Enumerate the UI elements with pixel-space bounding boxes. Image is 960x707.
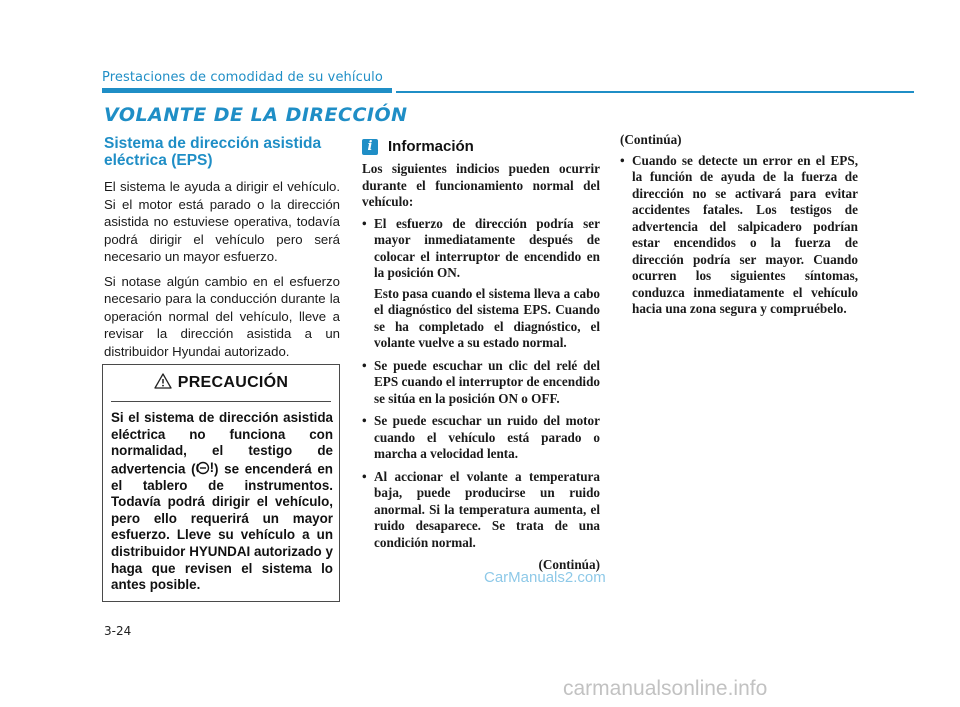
section-tab: Prestaciones de comodidad de su vehículo	[102, 70, 383, 85]
right-bullet	[620, 153, 858, 318]
information-bullet-2	[362, 358, 600, 408]
warning-triangle-icon	[154, 373, 172, 394]
information-bullet-4-text: Al accionar el volante a temperatura baja, puede producirse un ruido anormal. Si la temperatura aumenta, el ruido desaparece. Se trata de una condición normal.	[374, 468, 600, 550]
caution-text	[103, 402, 339, 594]
bullet-dot: •	[620, 152, 625, 168]
eps-paragraph-2: Si notase algún cambio en el esfuerzo necesario para la conducción durante la operación normal del vehículo, lleve a revisar la dirección asistida a un distribuidor Hyundai autorizado.	[104, 273, 340, 359]
information-bullet-1-extra: Esto pasa cuando el sistema lleva a cabo el diagnóstico del sistema EPS. Cuando se ha completado el diagnóstico, el volante vuelve a su estado normal.	[374, 285, 600, 350]
bullet-dot: •	[362, 215, 367, 231]
bullet-dot: •	[362, 468, 367, 484]
information-bullet-2-text: Se puede escuchar un clic del relé del EPS cuando el interruptor de encendido se sitúa en la posición ON o OFF.	[374, 357, 600, 406]
caution-title: PRECAUCIÓN	[177, 374, 289, 391]
caution-text-part-2: ) se encenderá en el tablero de instrumentos. Todavía podrá dirigir el vehículo, pero ello requerirá un mayor esfuerzo. Lleve su vehículo a un distribuidor HYUNDAI autorizado y haga que revisen el sistema lo antes posible.	[111, 461, 333, 593]
information-bullet-3	[362, 413, 600, 463]
information-title: Información	[388, 138, 474, 155]
bullet-dot: •	[362, 357, 367, 373]
caution-header	[103, 365, 339, 401]
information-intro: Los siguientes indicios pueden ocurrir durante el funcionamiento normal del vehículo:	[362, 161, 600, 209]
bullet-dot: •	[362, 413, 367, 428]
site-watermark: carmanualsonline.info	[563, 677, 768, 700]
eps-subheading: Sistema de dirección asistida eléctrica (EPS)	[104, 135, 322, 169]
information-column	[362, 161, 600, 574]
info-icon: i	[362, 139, 378, 155]
left-column	[104, 135, 340, 367]
information-bullet-4	[362, 469, 600, 552]
eps-paragraph-1: El sistema le ayuda a dirigir el vehículo. Si el motor está parado o la dirección asistida no estuviese operativa, todavía podrá dirigir el vehículo pero será necesario un mayor esfuerzo.	[104, 179, 340, 264]
header-rule-thin	[396, 91, 914, 93]
information-bullet-1	[362, 216, 600, 352]
header-rule-thick	[102, 88, 392, 93]
caution-box	[102, 364, 340, 602]
page-number: 3-24	[104, 624, 132, 638]
continued-header: (Continúa)	[620, 132, 682, 147]
information-bullet-3-text: Se puede escuchar un ruido del motor cuando el vehículo está parado o marcha a velocidad lenta.	[374, 413, 600, 461]
right-column	[620, 132, 858, 324]
information-bullet-1-text: El esfuerzo de dirección podría ser mayor inmediatamente después de colocar el interruptor de encendido en la posición ON.	[374, 215, 600, 280]
caution-text-part-1: Si el sistema de dirección asistida eléctrica no funciona con normalidad, el testigo de advertencia (	[111, 410, 333, 477]
eps-warning-icon	[196, 460, 214, 477]
information-header	[362, 138, 474, 155]
chapter-title: VOLANTE DE LA DIRECCIÓN	[104, 104, 408, 126]
watermark: CarManuals2.com	[484, 569, 606, 586]
continued-label: (Continúa)	[538, 557, 600, 572]
eps-warning-symbol-text: !	[209, 459, 215, 475]
right-bullet-text: Cuando se detecte un error en el EPS, la función de ayuda de la fuerza de dirección no se activará para evitar accidentes fatales. Los testigos de advertencia del salpicadero podrían estar encendidos o la fuerza de dirección podría ser mayor. Cuando ocurren los siguientes síntomas, conduzca inmediatamente el vehículo hacia una zona segura y compruébelo.	[632, 152, 858, 316]
